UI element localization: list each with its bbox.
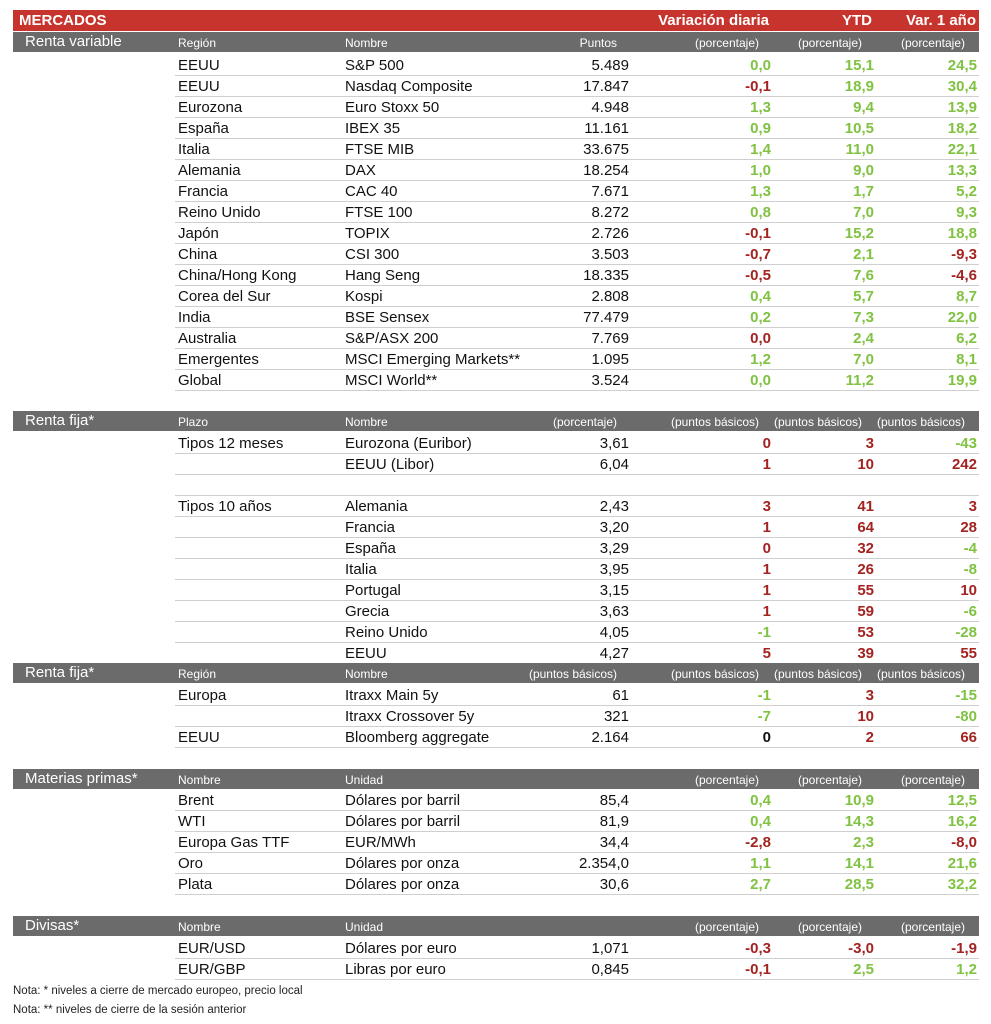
row-name: S&P 500: [345, 57, 404, 74]
row-ytd-change: 9,0: [853, 162, 874, 179]
row-year-change: -8: [963, 561, 977, 578]
table-row: [0, 496, 991, 517]
row-ytd-change: 28,5: [844, 876, 874, 893]
row-ytd-change: 2,1: [853, 246, 874, 263]
row-value: 2.726: [591, 225, 629, 242]
row-name: Francia: [345, 519, 396, 536]
row-value: 77.479: [583, 309, 629, 326]
row-name: Euro Stoxx 50: [345, 99, 440, 116]
column-header: (porcentaje): [900, 920, 965, 934]
table-row: [0, 832, 991, 853]
table-row: [0, 307, 991, 328]
row-value: 17.847: [583, 78, 629, 95]
row-daily-change: 1: [762, 603, 771, 620]
row-ytd-change: 14,3: [844, 813, 874, 830]
row-year-change: 21,6: [947, 855, 977, 872]
row-label: Tipos 10 años: [178, 498, 272, 515]
row-ytd-change: -3,0: [848, 940, 874, 957]
row-daily-change: -7: [757, 708, 771, 725]
column-header: Región: [178, 667, 217, 681]
column-header: (porcentaje): [797, 920, 862, 934]
row-ytd-change: 7,0: [853, 204, 874, 221]
row-label: Tipos 12 meses: [178, 435, 284, 452]
row-value: 3,63: [599, 603, 629, 620]
section-header: [13, 411, 979, 431]
row-value: 34,4: [599, 834, 629, 851]
row-ytd-change: 10,5: [844, 120, 874, 137]
row-label: España: [178, 120, 229, 137]
row-value: 2.164: [591, 729, 629, 746]
row-name: Dólares por onza: [345, 876, 460, 893]
row-daily-change: 0,9: [750, 120, 771, 137]
row-daily-change: 1,4: [750, 141, 771, 158]
column-header: (porcentaje): [552, 415, 617, 429]
row-divider: [175, 747, 979, 748]
row-value: 5.489: [591, 57, 629, 74]
row-ytd-change: 11,2: [845, 372, 874, 389]
row-daily-change: 5: [762, 645, 771, 662]
row-name: Italia: [345, 561, 377, 578]
row-year-change: 12,5: [947, 792, 977, 809]
table-row: [0, 811, 991, 832]
row-name: Libras por euro: [345, 961, 446, 978]
row-year-change: 6,2: [956, 330, 977, 347]
row-year-change: 24,5: [947, 57, 977, 74]
row-label: EUR/USD: [178, 940, 246, 957]
row-ytd-change: 32: [857, 540, 874, 557]
column-header: Nombre: [345, 36, 388, 50]
table-row: [0, 97, 991, 118]
row-daily-change: 0,0: [750, 330, 771, 347]
row-year-change: 3: [968, 498, 977, 515]
row-daily-change: 1: [762, 561, 771, 578]
row-daily-change: -0,1: [745, 78, 771, 95]
row-name: EEUU (Libor): [345, 456, 435, 473]
table-row: [0, 559, 991, 580]
row-name: IBEX 35: [345, 120, 401, 137]
row-name: Dólares por barril: [345, 813, 461, 830]
row-label: Francia: [178, 183, 229, 200]
year-change-heading: Var. 1 año: [905, 12, 976, 29]
row-year-change: 19,9: [947, 372, 977, 389]
column-header: Nombre: [345, 415, 388, 429]
row-ytd-change: 2: [865, 729, 874, 746]
row-value: 18.254: [583, 162, 629, 179]
column-header: (puntos básicos): [773, 667, 862, 681]
row-divider: [175, 894, 979, 895]
row-name: Itraxx Main 5y: [345, 687, 439, 704]
row-year-change: 18,2: [947, 120, 977, 137]
row-value: 18.335: [583, 267, 629, 284]
table-row: [0, 643, 991, 664]
table-row: [0, 160, 991, 181]
row-name: MSCI Emerging Markets**: [345, 351, 521, 368]
row-daily-change: 3: [762, 498, 771, 515]
row-year-change: 5,2: [956, 183, 977, 200]
row-name: TOPIX: [345, 225, 390, 242]
row-value: 8.272: [591, 204, 629, 221]
row-ytd-change: 26: [857, 561, 874, 578]
row-year-change: 16,2: [947, 813, 977, 830]
row-year-change: 28: [960, 519, 977, 536]
row-divider: [175, 979, 979, 980]
row-daily-change: 1: [762, 456, 771, 473]
row-ytd-change: 53: [857, 624, 874, 641]
table-row: [0, 55, 991, 76]
table-row: [0, 349, 991, 370]
table-row: [0, 874, 991, 895]
table-row: [0, 685, 991, 706]
column-header: (puntos básicos): [876, 667, 965, 681]
row-label: Oro: [178, 855, 204, 872]
row-daily-change: 1: [762, 519, 771, 536]
row-ytd-change: 7,0: [853, 351, 874, 368]
row-name: Eurozona (Euribor): [345, 435, 472, 452]
column-header: (puntos básicos): [876, 415, 965, 429]
row-year-change: 10: [960, 582, 977, 599]
row-value: 3,15: [599, 582, 629, 599]
title-label: MERCADOS: [19, 12, 107, 29]
row-value: 2,43: [599, 498, 629, 515]
row-year-change: 30,4: [947, 78, 977, 95]
row-ytd-change: 3: [865, 687, 874, 704]
table-row: [0, 538, 991, 559]
section-header: [13, 769, 979, 789]
row-name: FTSE MIB: [345, 141, 415, 158]
row-daily-change: -0,1: [745, 225, 771, 242]
row-label: Italia: [178, 141, 210, 158]
row-daily-change: -0,3: [745, 940, 771, 957]
row-ytd-change: 15,1: [844, 57, 874, 74]
column-header: (porcentaje): [694, 36, 759, 50]
section-title: Divisas*: [25, 917, 80, 934]
section-header: [13, 663, 979, 683]
row-name: Nasdaq Composite: [345, 78, 473, 95]
row-label: EEUU: [178, 729, 220, 746]
row-value: 61: [612, 687, 629, 704]
row-ytd-change: 10: [857, 708, 874, 725]
row-ytd-change: 7,6: [853, 267, 874, 284]
row-year-change: -15: [955, 687, 977, 704]
column-header: Nombre: [345, 667, 388, 681]
row-name: MSCI World**: [345, 372, 438, 389]
row-label: Brent: [178, 792, 214, 809]
row-label: Eurozona: [178, 99, 243, 116]
row-daily-change: -0,5: [745, 267, 771, 284]
row-value: 1.095: [591, 351, 629, 368]
row-value: 11.161: [584, 120, 629, 137]
column-header: (porcentaje): [694, 773, 759, 787]
row-name: Dólares por euro: [345, 940, 457, 957]
row-label: EUR/GBP: [178, 961, 246, 978]
row-name: Kospi: [345, 288, 383, 305]
row-year-change: 8,1: [956, 351, 977, 368]
row-ytd-change: 5,7: [853, 288, 874, 305]
column-header: (porcentaje): [900, 36, 965, 50]
row-name: Dólares por barril: [345, 792, 461, 809]
row-value: 3,20: [599, 519, 629, 536]
row-daily-change: 0,0: [750, 372, 771, 389]
column-header: Unidad: [345, 920, 384, 934]
row-year-change: 13,9: [947, 99, 977, 116]
row-daily-change: 1,0: [750, 162, 771, 179]
table-row: [0, 580, 991, 601]
row-name: BSE Sensex: [345, 309, 430, 326]
row-name: Hang Seng: [345, 267, 421, 284]
row-value: 0,845: [591, 961, 629, 978]
row-value: 3.503: [591, 246, 629, 263]
row-name: EUR/MWh: [345, 834, 416, 851]
row-name: Dólares por onza: [345, 855, 460, 872]
row-name: S&P/ASX 200: [345, 330, 439, 347]
column-header: Región: [178, 36, 217, 50]
table-row: [0, 202, 991, 223]
row-year-change: 32,2: [947, 876, 977, 893]
row-value: 7.671: [591, 183, 629, 200]
table-row: [0, 517, 991, 538]
title-bar: [13, 10, 979, 31]
row-daily-change: -0,1: [745, 961, 771, 978]
table-row: [0, 475, 991, 496]
row-label: Global: [178, 372, 222, 389]
row-year-change: -4: [963, 540, 977, 557]
row-daily-change: 1,3: [750, 183, 771, 200]
row-year-change: 18,8: [947, 225, 977, 242]
table-row: [0, 706, 991, 727]
table-row: [0, 853, 991, 874]
row-label: Europa Gas TTF: [178, 834, 290, 851]
daily-change-heading: Variación diaria: [658, 12, 769, 29]
row-label: Europa: [178, 687, 227, 704]
row-ytd-change: 55: [857, 582, 874, 599]
row-label: EEUU: [178, 78, 220, 95]
column-header: (puntos básicos): [528, 667, 617, 681]
row-value: 3,61: [599, 435, 629, 452]
table-row: [0, 76, 991, 97]
section-title: Renta fija*: [25, 412, 95, 429]
row-year-change: 242: [951, 456, 977, 473]
row-name: FTSE 100: [345, 204, 413, 221]
row-ytd-change: 64: [857, 519, 874, 536]
column-header: Unidad: [345, 773, 384, 787]
row-ytd-change: 11,0: [845, 141, 874, 158]
row-daily-change: 0,2: [750, 309, 771, 326]
row-daily-change: 2,7: [750, 876, 771, 893]
row-daily-change: 0,8: [750, 204, 771, 221]
row-year-change: 55: [960, 645, 977, 662]
row-name: España: [345, 540, 396, 557]
row-year-change: -8,0: [951, 834, 977, 851]
row-value: 33.675: [583, 141, 629, 158]
row-daily-change: 1,3: [750, 99, 771, 116]
row-year-change: 9,3: [956, 204, 977, 221]
row-label: Emergentes: [178, 351, 259, 368]
table-row: [0, 139, 991, 160]
section-title: Renta variable: [25, 33, 122, 50]
table-row: [0, 433, 991, 454]
row-value: 321: [603, 708, 629, 725]
section-header: [13, 32, 979, 52]
column-header: (porcentaje): [797, 36, 862, 50]
section-title: Materias primas*: [25, 770, 138, 787]
note-2: Nota: ** niveles de cierre de la sesión anterior: [13, 1004, 247, 1016]
table-row: [0, 244, 991, 265]
row-label: Plata: [178, 876, 213, 893]
table-row: [0, 938, 991, 959]
row-label: India: [178, 309, 211, 326]
row-daily-change: -1: [757, 687, 771, 704]
table-row: [0, 118, 991, 139]
row-value: 30,6: [599, 876, 629, 893]
row-value: 2.808: [591, 288, 629, 305]
row-daily-change: 0: [762, 435, 771, 452]
row-daily-change: 0: [762, 729, 771, 746]
row-value: 4,27: [599, 645, 629, 662]
row-name: EEUU: [345, 645, 387, 662]
table-row: [0, 286, 991, 307]
row-label: Alemania: [178, 162, 241, 179]
row-daily-change: 1: [762, 582, 771, 599]
row-year-change: 8,7: [956, 288, 977, 305]
row-label: WTI: [178, 813, 206, 830]
row-ytd-change: 9,4: [853, 99, 874, 116]
row-label: China: [178, 246, 218, 263]
column-header: (porcentaje): [694, 920, 759, 934]
table-row: [0, 622, 991, 643]
row-year-change: -9,3: [951, 246, 977, 263]
column-header: Nombre: [178, 920, 221, 934]
row-label: Reino Unido: [178, 204, 261, 221]
row-value: 2.354,0: [578, 855, 629, 872]
row-ytd-change: 39: [857, 645, 874, 662]
row-value: 3,29: [599, 540, 629, 557]
row-ytd-change: 41: [857, 498, 874, 515]
table-row: [0, 370, 991, 391]
row-label: Japón: [178, 225, 219, 242]
row-value: 85,4: [599, 792, 629, 809]
column-header: (puntos básicos): [670, 415, 759, 429]
row-name: Portugal: [345, 582, 401, 599]
row-year-change: -4,6: [951, 267, 977, 284]
row-divider: [175, 390, 979, 391]
row-name: Bloomberg aggregate: [345, 729, 490, 746]
column-header: Nombre: [178, 773, 221, 787]
row-ytd-change: 2,5: [853, 961, 874, 978]
row-year-change: 66: [960, 729, 977, 746]
note-1: Nota: * niveles a cierre de mercado europeo, precio local: [13, 985, 303, 997]
section-title: Renta fija*: [25, 664, 95, 681]
row-ytd-change: 15,2: [844, 225, 874, 242]
row-name: Alemania: [345, 498, 408, 515]
row-label: Australia: [178, 330, 237, 347]
column-header: Puntos: [579, 36, 617, 50]
row-ytd-change: 2,4: [853, 330, 874, 347]
row-ytd-change: 1,7: [853, 183, 874, 200]
table-row: [0, 959, 991, 980]
row-daily-change: -1: [757, 624, 771, 641]
column-header: (porcentaje): [797, 773, 862, 787]
table-row: [0, 223, 991, 244]
row-year-change: 1,2: [956, 961, 977, 978]
column-header: (puntos básicos): [773, 415, 862, 429]
table-row: [0, 454, 991, 475]
table-row: [0, 601, 991, 622]
row-daily-change: 0,4: [750, 288, 771, 305]
row-label: Corea del Sur: [178, 288, 271, 305]
row-ytd-change: 18,9: [844, 78, 874, 95]
column-header: Plazo: [178, 415, 209, 429]
row-daily-change: 0,0: [750, 57, 771, 74]
row-daily-change: 1,1: [750, 855, 771, 872]
section-header: [13, 916, 979, 936]
row-name: DAX: [345, 162, 376, 179]
column-header: (porcentaje): [900, 773, 965, 787]
row-ytd-change: 7,3: [853, 309, 874, 326]
row-ytd-change: 10,9: [844, 792, 874, 809]
row-label: EEUU: [178, 57, 220, 74]
row-daily-change: -2,8: [745, 834, 771, 851]
row-value: 3,95: [599, 561, 629, 578]
row-ytd-change: 10: [857, 456, 874, 473]
row-name: Itraxx Crossover 5y: [345, 708, 475, 725]
row-value: 1,071: [591, 940, 629, 957]
row-ytd-change: 59: [857, 603, 874, 620]
table-row: [0, 790, 991, 811]
table-row: [0, 727, 991, 748]
row-ytd-change: 14,1: [844, 855, 874, 872]
row-value: 7.769: [591, 330, 629, 347]
row-value: 81,9: [599, 813, 629, 830]
row-year-change: 13,3: [947, 162, 977, 179]
row-name: Reino Unido: [345, 624, 428, 641]
row-year-change: 22,0: [947, 309, 977, 326]
ytd-heading: YTD: [842, 12, 872, 29]
row-value: 4,05: [599, 624, 629, 641]
row-ytd-change: 3: [865, 435, 874, 452]
row-daily-change: -0,7: [745, 246, 771, 263]
row-daily-change: 1,2: [750, 351, 771, 368]
row-name: CAC 40: [345, 183, 398, 200]
row-name: Grecia: [345, 603, 390, 620]
row-year-change: -80: [955, 708, 977, 725]
row-value: 3.524: [591, 372, 629, 389]
row-year-change: -1,9: [951, 940, 977, 957]
row-name: CSI 300: [345, 246, 400, 263]
row-year-change: -6: [963, 603, 977, 620]
table-row: [0, 328, 991, 349]
row-daily-change: 0: [762, 540, 771, 557]
row-ytd-change: 2,3: [853, 834, 874, 851]
row-value: 6,04: [599, 456, 629, 473]
row-value: 4.948: [591, 99, 629, 116]
row-daily-change: 0,4: [750, 813, 771, 830]
table-row: [0, 181, 991, 202]
column-header: (puntos básicos): [670, 667, 759, 681]
row-year-change: 22,1: [947, 141, 977, 158]
row-year-change: -28: [955, 624, 977, 641]
table-row: [0, 265, 991, 286]
row-label: China/Hong Kong: [178, 267, 297, 284]
row-year-change: -43: [955, 435, 977, 452]
row-daily-change: 0,4: [750, 792, 771, 809]
